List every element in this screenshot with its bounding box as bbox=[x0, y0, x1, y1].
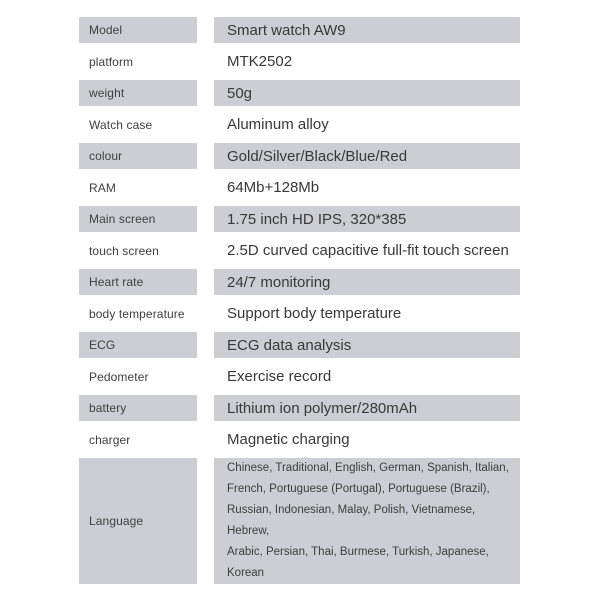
spec-value: 24/7 monitoring bbox=[214, 269, 520, 295]
spec-value-line: Chinese, Traditional, English, German, Spanish, Italian, bbox=[227, 462, 509, 474]
table-row bbox=[79, 395, 520, 421]
spec-label: touch screen bbox=[89, 243, 159, 258]
spec-value: ECG data analysis bbox=[214, 332, 520, 358]
spec-label: battery bbox=[79, 395, 197, 421]
spec-value: Aluminum alloy bbox=[227, 116, 329, 133]
spec-label: platform bbox=[89, 54, 134, 69]
spec-label: Heart rate bbox=[79, 269, 197, 295]
spec-value-line: Arabic, Persian, Thai, Burmese, Turkish, Japanese, Korean bbox=[227, 546, 489, 579]
spec-value: Gold/Silver/Black/Blue/Red bbox=[214, 143, 520, 169]
table-row bbox=[79, 49, 520, 75]
spec-value: 50g bbox=[214, 80, 520, 106]
table-row bbox=[79, 206, 520, 232]
spec-label: body temperature bbox=[89, 306, 185, 321]
spec-label: Watch case bbox=[89, 117, 153, 132]
table-row bbox=[79, 269, 520, 295]
spec-label: charger bbox=[89, 432, 131, 447]
table-row bbox=[79, 238, 520, 264]
spec-value: Support body temperature bbox=[227, 305, 402, 322]
spec-value: Exercise record bbox=[227, 368, 332, 385]
table-row bbox=[79, 301, 520, 327]
spec-value: 2.5D curved capacitive full-fit touch screen bbox=[227, 242, 509, 259]
spec-label: weight bbox=[79, 80, 197, 106]
spec-label: ECG bbox=[79, 332, 197, 358]
table-row bbox=[79, 364, 520, 390]
table-row bbox=[79, 332, 520, 358]
spec-label: Model bbox=[79, 17, 197, 43]
spec-value: MTK2502 bbox=[227, 53, 293, 70]
spec-label: Language bbox=[79, 458, 197, 584]
table-row bbox=[79, 80, 520, 106]
spec-value: Magnetic charging bbox=[227, 431, 350, 448]
table-row bbox=[79, 458, 520, 584]
spec-value: Smart watch AW9 bbox=[214, 17, 520, 43]
spec-value: 64Mb+128Mb bbox=[227, 179, 320, 196]
spec-value bbox=[214, 458, 520, 584]
spec-value: 1.75 inch HD IPS, 320*385 bbox=[214, 206, 520, 232]
table-row bbox=[79, 17, 520, 43]
spec-value: Lithium ion polymer/280mAh bbox=[214, 395, 520, 421]
spec-table bbox=[79, 17, 520, 584]
table-row bbox=[79, 143, 520, 169]
spec-label: RAM bbox=[89, 180, 116, 195]
spec-value-line: French, Portuguese (Portugal), Portuguese (Brazil), bbox=[227, 483, 490, 495]
spec-label: colour bbox=[79, 143, 197, 169]
spec-value-line: Russian, Indonesian, Malay, Polish, Vietnamese, Hebrew, bbox=[227, 504, 476, 537]
spec-label: Pedometer bbox=[89, 369, 149, 384]
table-row bbox=[79, 427, 520, 453]
table-row bbox=[79, 175, 520, 201]
spec-label: Main screen bbox=[79, 206, 197, 232]
table-row bbox=[79, 112, 520, 138]
